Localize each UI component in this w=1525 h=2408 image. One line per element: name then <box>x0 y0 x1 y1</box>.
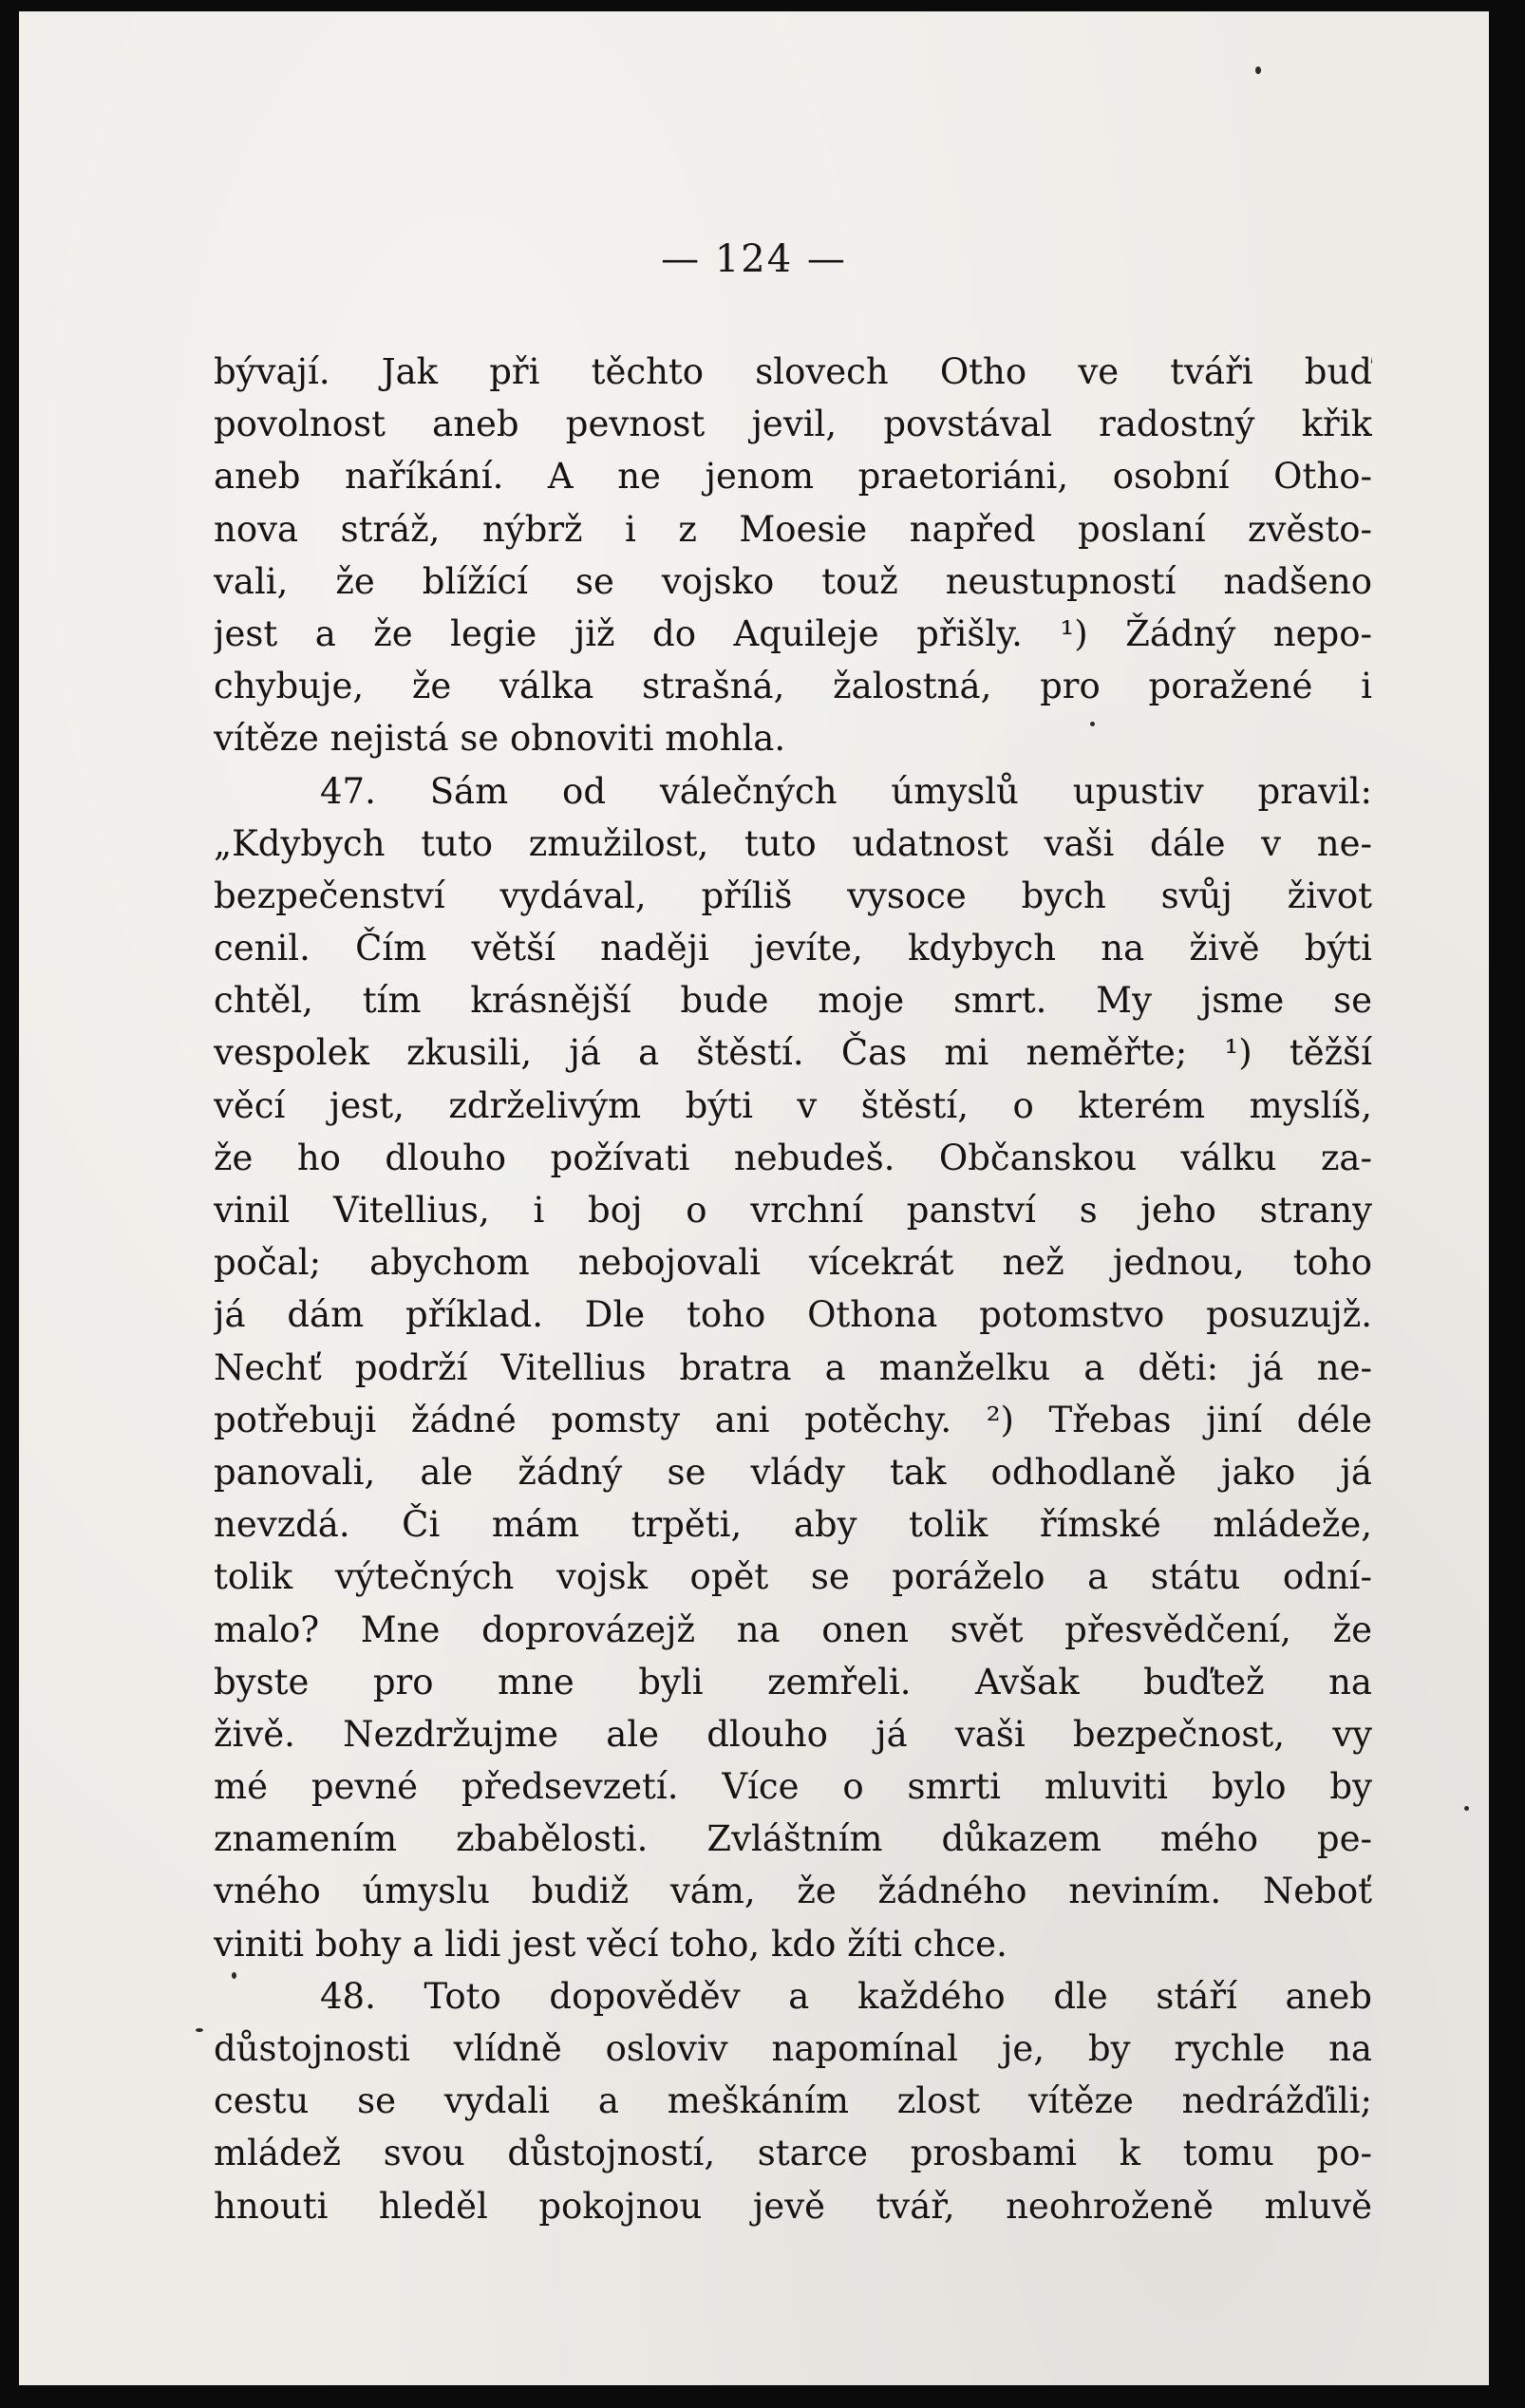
text-line: chtěl, tím krásnější bude moje smrt. My jsme se <box>214 980 1372 1022</box>
text-line: mé pevné předsevzetí. Více o smrti mluviti bylo by <box>214 1766 1372 1808</box>
text-line: znamením zbabělosti. Zvláštním důkazem mého pe- <box>214 1818 1372 1860</box>
text-line: „Kdybych tuto zmužilost, tuto udatnost vaši dále v ne- <box>214 822 1372 864</box>
text-line: mládež svou důstojností, starce prosbami k tomu po- <box>214 2133 1372 2174</box>
text-line: Nechť podrží Vitellius bratra a manželku a děti: já ne- <box>214 1346 1372 1388</box>
paragraph-start-line: 47. Sám od válečných úmyslů upustiv pravil: <box>320 770 1372 812</box>
text-line: tolik výtečných vojsk opět se poráželo a státu odní- <box>214 1556 1372 1598</box>
text-line: bezpečenství vydával, příliš vysoce bych svůj život <box>214 875 1372 916</box>
text-line: jest a že legie již do Aquileje přišly. ¹) Žádný nepo- <box>214 612 1372 654</box>
text-line: vinil Vitellius, i boj o vrchní panství s jeho strany <box>214 1190 1372 1231</box>
text-line: vali, že blížící se vojsko touž neustupností nadšeno <box>214 560 1372 602</box>
ink-speck <box>1090 722 1095 726</box>
text-line: počal; abychom nebojovali vícekrát než jednou, toho <box>214 1242 1372 1284</box>
text-line: bývají. Jak při těchto slovech Otho ve tváři buď <box>214 351 1372 392</box>
text-line: nevzdá. Či mám trpěti, aby tolik římské mládeže, <box>214 1504 1372 1546</box>
text-line: vítěze nejistá se obnoviti mohla. <box>214 718 786 760</box>
text-line: důstojnosti vlídně osloviv napomínal je, by rychle na <box>214 2028 1372 2069</box>
text-line: aneb naříkání. A ne jenom praetoriáni, osobní Otho- <box>214 456 1372 498</box>
text-line: věcí jest, zdrželivým býti v štěstí, o kterém myslíš, <box>214 1084 1372 1126</box>
paragraph-start-line: 48. Toto dopověděv a každého dle stáří aneb <box>320 1975 1372 2017</box>
page-number: — 124 — <box>661 237 847 281</box>
ink-speck <box>196 2028 203 2032</box>
ink-speck <box>232 1972 236 1979</box>
text-line: vespolek zkusili, já a štěstí. Čas mi neměřte; ¹) těžší <box>214 1032 1372 1074</box>
text-line: panovali, ale žádný se vlády tak odhodlaně jako já <box>214 1451 1372 1493</box>
text-line: já dám příklad. Dle toho Othona potomstvo posuzujž. <box>214 1294 1372 1336</box>
text-line: nova stráž, nýbrž i z Moesie napřed poslaní zvěsto- <box>214 508 1372 550</box>
text-line: cenil. Čím větší naději jevíte, kdybych na živě býti <box>214 928 1372 969</box>
text-line: potřebuji žádné pomsty ani potěchy. ²) Třebas jiní déle <box>214 1399 1372 1440</box>
book-page <box>19 11 1489 2385</box>
text-line: chybuje, že válka strašná, žalostná, pro poražené i <box>214 666 1372 707</box>
ink-speck <box>1464 1806 1469 1811</box>
text-line: živě. Nezdržujme ale dlouho já vaši bezpečnost, vy <box>214 1713 1372 1755</box>
text-line: vného úmyslu budiž vám, že žádného neviním. Neboť <box>214 1871 1372 1912</box>
text-line: cestu se vydali a meškáním zlost vítěze nedrážďili; <box>214 2080 1372 2122</box>
text-line: malo? Mne doprovázejž na onen svět přesvědčení, že <box>214 1608 1372 1650</box>
text-line: hnouti hleděl pokojnou jevě tvář, neohroženě mluvě <box>214 2185 1372 2227</box>
text-line: že ho dlouho požívati nebudeš. Občanskou válku za- <box>214 1137 1372 1178</box>
ink-speck <box>1255 66 1261 74</box>
text-line: povolnost aneb pevnost jevil, povstával radostný křik <box>214 404 1372 445</box>
text-line: byste pro mne byli zemřeli. Avšak buďtež na <box>214 1661 1372 1703</box>
body-text <box>214 346 1372 2232</box>
text-line: viniti bohy a lidi jest věcí toho, kdo žíti chce. <box>214 1923 1007 1965</box>
